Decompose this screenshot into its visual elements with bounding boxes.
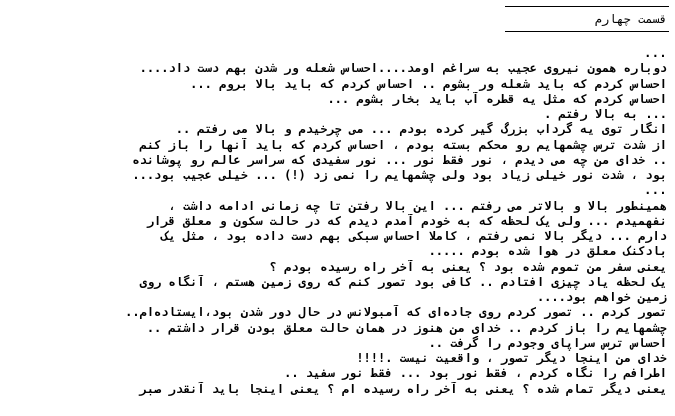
text-line: دارم ... دیگر بالا نمی رفتم ، کاملا احساس سبکی بهم دست داده بود ، مثل یک [161, 229, 667, 243]
text-line: ... به بالا رفتم . [544, 107, 667, 121]
text-line: انگار توی یه گرداب بزرگ گیر کرده بودم ... می چرخیدم و بالا می رفتم .. [175, 122, 667, 137]
text-line: ... [644, 46, 667, 60]
text-line: احساس ترس سراپای وجودم را گرفت .. [428, 335, 667, 350]
text-line: تصور کردم .. تصور کردم روی جاده‌ای که آمبولانس در حال دور شدن بود،ایستاده‌ام.. [125, 305, 667, 320]
top-divider [505, 6, 669, 7]
text-line: نفهمیدم ... ولی یک لحظه که به خودم آمدم دیدم که در حالت سکون و معلق قرار [146, 213, 667, 228]
text-line: بادکنک معلق در هوا شده بودم ..... [428, 244, 667, 259]
text-line: از شدت ترس چشمهایم رو محکم بسته بودم ، احساس کردم که باید آنها را باز کنم [139, 137, 667, 152]
text-line: احساس کردم که مثل یه قطره آب باید بخار بشوم ... [327, 91, 667, 106]
story-body [0, 46, 667, 397]
section-heading: قسمت چهارم [594, 12, 667, 26]
text-line: ... [644, 183, 667, 198]
text-line: یعنی دیگر تمام شده ؟ یعنی به آخر راه رسیده ام ؟ یعنی اینجا باید آنقدر صبر [139, 381, 667, 396]
heading-divider [505, 31, 669, 32]
text-line: .. خدای من چه می دیدم ، نور فقط نور ... نور سفیدی که سراسر عالم رو پوشانده [132, 152, 667, 167]
text-line: دوباره همون نیروی عجیب به سراغم اومد....احساس شعله ور شدن بهم دست داد.... [139, 61, 667, 76]
text-line: یعنی سفر من تموم شده بود ؟ یعنی به آخر راه رسیده بودم ؟ [269, 259, 667, 274]
text-line: خدای من اینجا دیگر تصور ، واقعیت نیست .!!!! [356, 351, 667, 365]
text-line: احساس کردم که باید شعله ور بشوم .. احساس کردم که باید بالا بروم ... [190, 76, 667, 91]
text-line: یک لحظه یاد چیزی افتادم .. کافی بود تصور کنم که روی زمین هستم ، آنگاه روی [139, 274, 667, 289]
text-line: همینطور بالا و بالاتر می رفتم ... این بالا رفتن تا چه زمانی ادامه داشت ، [168, 198, 667, 213]
text-line: زمین خواهم بود.... [536, 290, 667, 304]
text-line: اطرافم را نگاه کردم ، فقط نور بود ... فقط نور سفید .. [284, 366, 667, 381]
text-line: بود ، شدت نور خیلی زیاد بود ولی چشمهایم را نمی زد (!) ... خیلی عجیب بود... [132, 168, 667, 182]
text-line: چشمهایم را باز کردم .. خدای من هنوز در همان حالت معلق بودن قرار داشتم .. [146, 320, 667, 335]
